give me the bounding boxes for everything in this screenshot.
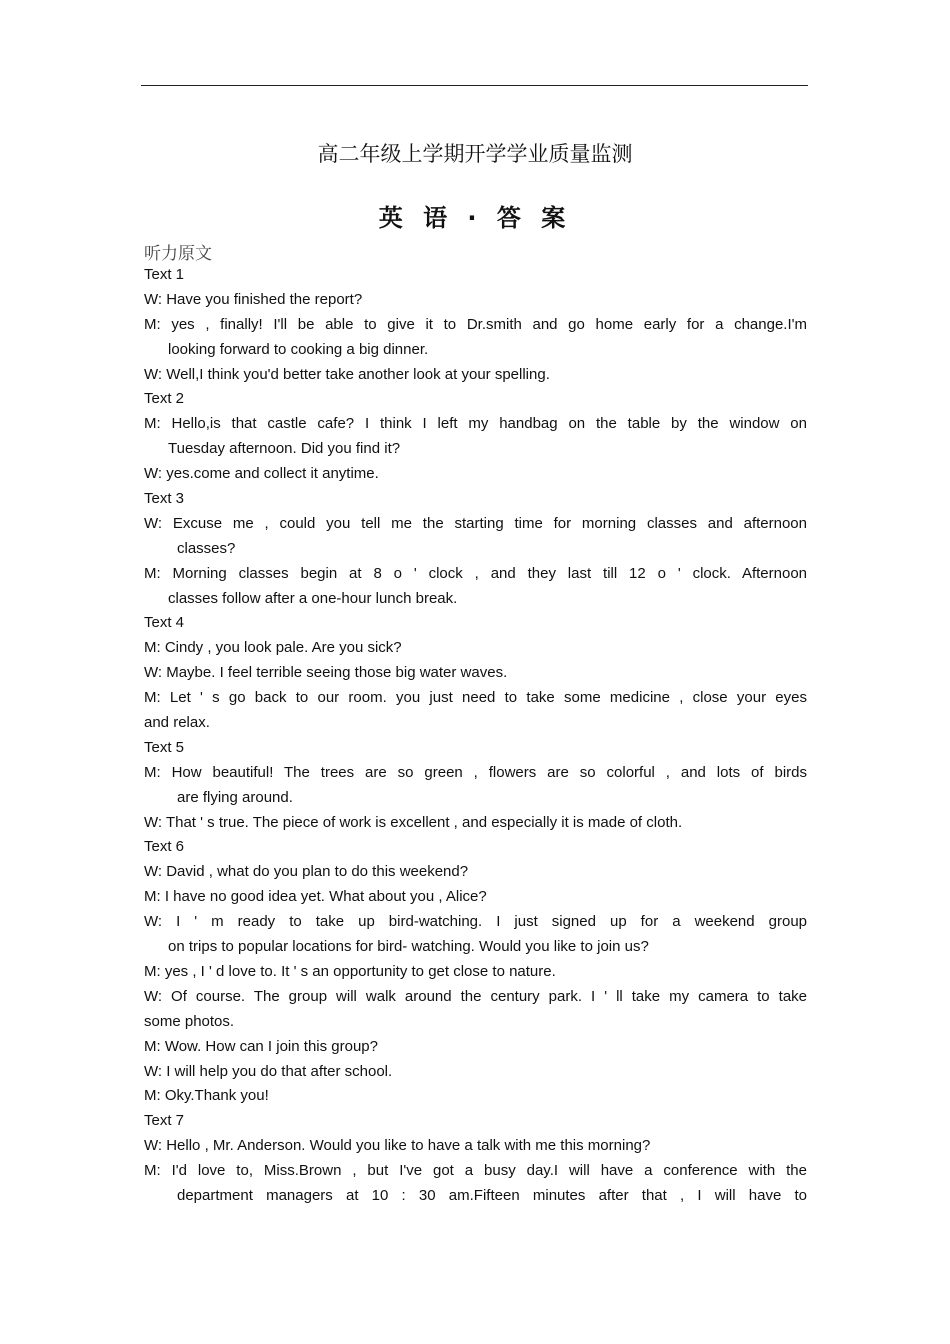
text-heading: Text 6 — [144, 838, 185, 856]
dialogue-line: M: Let ' s go back to our room. you just need to take some medicine , close your eyes — [144, 689, 807, 707]
dialogue-line-continued: department managers at 10 : 30 am.Fifteen minutes after that , I will have to — [177, 1186, 807, 1204]
dialogue-line: W: Have you finished the report? — [144, 290, 363, 308]
dialogue-line-continued: are flying around. — [177, 788, 293, 806]
dialogue-line: M: Morning classes begin at 8 o ' clock , and they last till 12 o ' clock. Afternoon — [144, 564, 807, 582]
text-heading: Text 3 — [144, 490, 185, 508]
dialogue-line: W: yes.come and collect it anytime. — [144, 465, 379, 483]
dialogue-line: W: I will help you do that after school. — [144, 1062, 393, 1080]
dialogue-line: W: Excuse me , could you tell me the starting time for morning classes and afternoon — [144, 514, 807, 532]
dialogue-line: M: Oky.Thank you! — [144, 1087, 269, 1105]
section-heading: 听力原文 — [144, 244, 212, 264]
transcript-body — [144, 263, 807, 1209]
dialogue-line-continued: some photos. — [144, 1012, 235, 1030]
dialogue-line: M: I'd love to, Miss.Brown , but I've got a busy day.I will have a conference with the — [144, 1162, 807, 1180]
dialogue-line: W: Hello , Mr. Anderson. Would you like to have a talk with me this morning? — [144, 1137, 651, 1155]
dialogue-line: M: Wow. How can I join this group? — [144, 1037, 378, 1055]
text-heading: Text 4 — [144, 614, 185, 632]
dialogue-line: W: I ' m ready to take up bird-watching. I just signed up for a weekend group — [144, 913, 807, 931]
text-heading: Text 1 — [144, 266, 185, 283]
header-rule — [141, 85, 808, 86]
dialogue-line: M: Cindy , you look pale. Are you sick? — [144, 639, 402, 657]
dialogue-line-continued: classes? — [177, 539, 236, 557]
dialogue-line: M: How beautiful! The trees are so green , flowers are so colorful , and lots of birds — [144, 763, 807, 781]
dialogue-line-continued: looking forward to cooking a big dinner. — [168, 340, 429, 358]
document-subtitle: 英 语 · 答 案 — [378, 204, 572, 232]
dialogue-line: M: yes , finally! I'll be able to give it to Dr.smith and go home early for a change.I'm — [144, 315, 807, 333]
dialogue-line: W: David , what do you plan to do this weekend? — [144, 863, 469, 881]
dialogue-line: M: I have no good idea yet. What about you , Alice? — [144, 888, 487, 906]
document-title: 高二年级上学期开学学业质量监测 — [317, 142, 633, 166]
dialogue-line-continued: classes follow after a one-hour lunch break. — [168, 589, 458, 607]
dialogue-line-continued: on trips to popular locations for bird- watching. Would you like to join us? — [168, 938, 649, 956]
dialogue-line: W: That ' s true. The piece of work is excellent , and especially it is made of cloth. — [144, 813, 683, 831]
dialogue-line: W: Maybe. I feel terrible seeing those big water waves. — [144, 664, 508, 682]
text-heading: Text 7 — [144, 1112, 185, 1130]
dialogue-line-continued: Tuesday afternoon. Did you find it? — [168, 440, 401, 458]
dialogue-line: W: Well,I think you'd better take another look at your spelling. — [144, 365, 550, 383]
text-heading: Text 5 — [144, 738, 185, 756]
dialogue-line: W: Of course. The group will walk around the century park. I ' ll take my camera to take — [144, 987, 807, 1005]
dialogue-line-continued: and relax. — [144, 714, 210, 732]
dialogue-line: M: Hello,is that castle cafe? I think I left my handbag on the table by the window on — [144, 415, 807, 433]
dialogue-line: M: yes , I ' d love to. It ' s an opportunity to get close to nature. — [144, 962, 556, 980]
text-heading: Text 2 — [144, 390, 185, 408]
